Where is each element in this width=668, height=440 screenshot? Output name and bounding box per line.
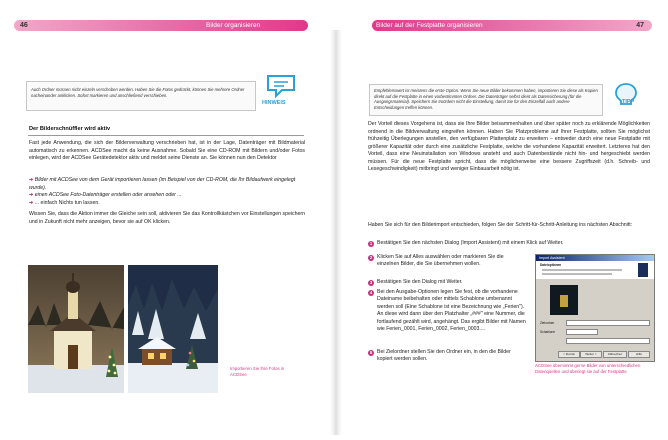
step-4-number: 4 [369, 290, 373, 295]
bullet-arrow-icon: ➔ [29, 200, 35, 206]
left-bullet-2 [29, 192, 305, 200]
left-bullet-3 [29, 200, 305, 208]
step-3-text: Bestätigen Sie den Dialog mit Weiter. [377, 279, 463, 285]
right-paragraph-2: Haben Sie sich für den Bilderimport entschieden, folgen Sie der Schritt-für-Schritt-Anleitung ins nächsten Abschnitt: [368, 222, 633, 228]
target-folder-field[interactable] [566, 320, 650, 326]
left-bullet-2-text: einen ACDSee Foto-Datenträger erstellen oder ansehen oder ... [34, 192, 182, 198]
template-field[interactable] [566, 329, 598, 335]
step-3-number: 3 [369, 280, 373, 285]
next-button[interactable]: Weiter > [580, 351, 602, 358]
step-1-text: Bestätigen Sie den nächsten Dialog (Import Assistent) mit einem Klick auf Weiter. [377, 240, 564, 246]
right-caption: ACDSee übernimmt gerne Bilder von unterschiedlichen Datenquellen und überlegt sie auf der Festplatte [535, 363, 641, 374]
dialog-preview-image [550, 285, 578, 315]
left-paragraph-2: Wissen Sie, dass die Aktion immer die Gleiche sein soll, aktivieren Sie das Kontrollkästchen vor Einstellungen speichern und in Zukunft nicht mehr anzeigen, bevor sie auf OK klicken. [29, 211, 305, 225]
tip-label: TIPP [622, 99, 635, 105]
bullet-arrow-icon: ➔ [29, 177, 35, 183]
dialog-banner-line [542, 269, 622, 271]
dialog-banner [536, 261, 654, 279]
help-button[interactable]: Hilfe [628, 351, 650, 358]
subheading-rule [28, 135, 304, 136]
right-header-bar [372, 20, 652, 31]
back-button[interactable]: < Zurück [558, 351, 580, 358]
left-caption: Importieren Sie Ihre Fotos in ACDSee [230, 366, 285, 377]
preview-figure [560, 295, 568, 307]
right-note-box [369, 84, 603, 116]
acdsee-logo-icon [638, 263, 648, 277]
label-target-folder: Zielordner [540, 321, 555, 325]
left-header-bar [14, 20, 308, 31]
chapel-photo [28, 265, 124, 393]
dialog-heading: Dateioptionen [540, 263, 562, 267]
step-5-number: 5 [369, 350, 373, 355]
path-field[interactable] [566, 338, 650, 344]
left-header-title: Bilder organisieren [206, 22, 261, 29]
right-header-title: Bilder auf der Festplatte organisieren [376, 22, 483, 29]
step-4-text: Bei den Ausgabe-Optionen legen Sie fest, ob die vorhandene Dateiname beibehalten oder mittels Schablone umbenannt werden soll (Eine Schablone ist eine Bezeichnung wie „Ferien"). An diese wird dann über den Platzhalter „###" eine Nummer, die fortlaufend gezählt wird, angehängt. Das ergibt Bilder mit Namen wie Ferien_0001, Ferien_0002, Ferien_0003.... [377, 289, 526, 333]
book-gutter [330, 30, 342, 435]
left-page-number: 46 [20, 22, 28, 29]
import-assistant-dialog [535, 254, 655, 362]
hint-icon [264, 70, 298, 100]
right-page-number: 47 [636, 22, 644, 29]
bullet-arrow-icon: ➔ [29, 192, 35, 198]
left-bullet-1-text: Bilder mit ACDSee von dem Gerät importieren lassen (im Beispiel von der CD-ROM, die Ihr Bildaufwerk eingelegt wurde). [29, 177, 296, 191]
right-note-text: Empfehlenswert ist meistens die erste Option. Wenn Sie neue Bilder bekommen haben, importieren Sie diese als Kopien direkt auf die Festplatte in einen vorbestimmten Ordner. Die Datenträger selbst dient als Datensicherung (für die Ausgangsmaterial). Speichern Sie trotzdem nicht die Einstellung, damit Sie für den Einzelfall auch andere Entscheidungen treffen können. [374, 88, 598, 110]
left-note-text: Auch Ordner müssen nicht einzeln verschoben werden. Haben Sie die Fotos gedrückt, können Sie mehrere Ordner nacheinander anklicken. Sofort markieren und anschließend verschieben. [31, 87, 245, 98]
label-template: Schablone [540, 330, 556, 334]
step-1-number: 1 [369, 241, 373, 246]
left-subheading: Der Bilderschnüffler wird aktiv [29, 126, 111, 132]
step-2-number: 2 [369, 255, 373, 260]
left-bullet-1 [29, 177, 305, 192]
step-5-text: Bei Zielordner stellen Sie den Ordner ein, in den die Bilder kopiert werden sollen. [377, 349, 511, 363]
left-note-box [26, 81, 256, 111]
left-bullet-3-text: ... einfach Nichts tun lassen. [34, 200, 100, 206]
right-paragraph-1: Der Vorteil dieses Vorgehens ist, dass sie Ihre Bilder beisammenhalten und über später noch zu erklärende Möglichkeiten ordnend in die Bildverwaltung eingreifen können. Haben Sie Platzprobleme auf Ihrer Festplatte, sollten Sie möglichst frühzeitig Überlegungen anstellen, den verfügbaren Plattenplatz zu erweitern – entweder durch eine neue Festplatte mit größerer Kapazität oder durch eine zusätzliche Festplatte, welche die vorhandene Kapazität erweitert. Letzteres hat den Vorteil, dass eine Neuinstallation von Windows ansteht und auch Datenbestände nicht hin- und hergeschiebt werden müssen. Für die neue Festplatte spricht, dass die möglicherweise eine bessere Zugriffszeit (d.h. Schreib- und Lesegeschwindigkeit) mitbringt und weniger Einbauarbeit nötig ist. [368, 121, 650, 172]
dialog-banner-line [542, 273, 612, 275]
cancel-button[interactable]: Abbrechen [603, 351, 627, 358]
hint-label: HINWEIS [262, 100, 286, 106]
step-2-text: Klicken Sie auf Alles auswählen oder markieren Sie die einzelnen Bilder, die Sie übernehmen wollen. [377, 254, 504, 268]
left-paragraph-1: Fast jede Anwendung, die sich der Bilderverwaltung verschrieben hat, ist in der Lage, Datenträger mit Bildmaterial automatisch zu erkennen. ACDSee macht da keine Ausnahme. Sobald Sie eine CD-ROM mit Bildern und/oder Fotos einlegen, wird der ACDSee Gerätedetektor aktiv und meldet seine Dienste an. Sie können nun den Detektor [29, 140, 305, 161]
snow-cabin-photo [128, 265, 218, 393]
dialog-title: Import Assistent [539, 256, 565, 260]
